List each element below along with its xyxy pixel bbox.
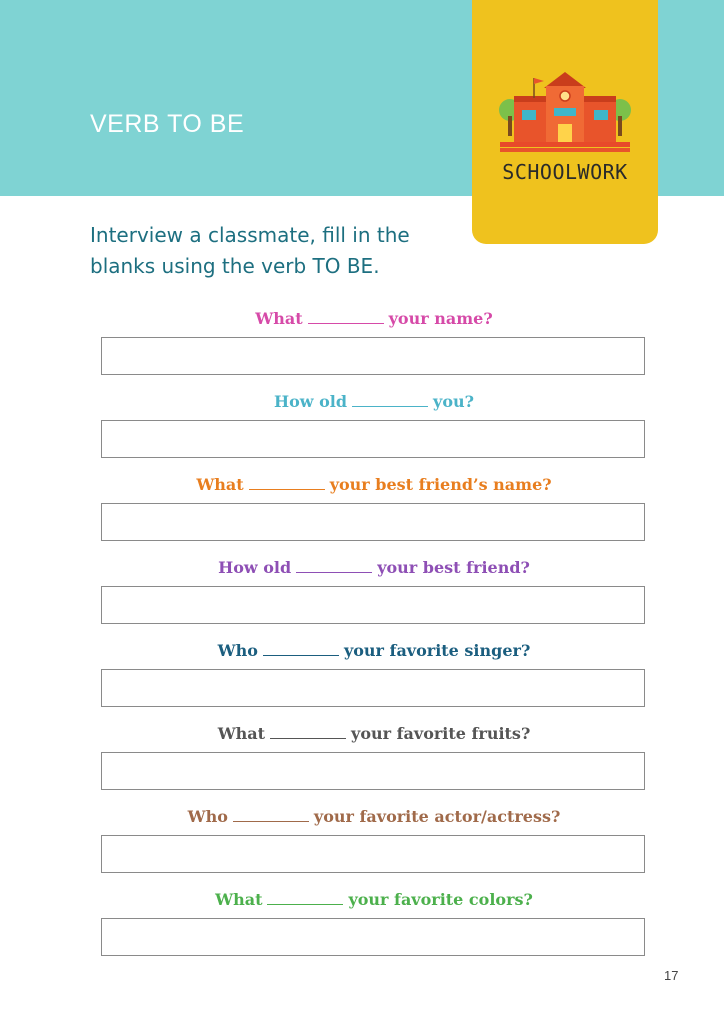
instructions-line-1: Interview a classmate, fill in the <box>90 223 410 247</box>
fill-blank-line <box>249 475 325 490</box>
question-text <box>101 556 647 580</box>
fill-blank-line <box>296 558 372 573</box>
question-text-after: you? <box>433 392 475 411</box>
page-title: VERB TO BE <box>90 110 245 138</box>
fill-blank-line <box>267 890 343 905</box>
question-text-before: What <box>215 890 263 909</box>
fill-blank-line <box>263 641 339 656</box>
school-building-icon <box>498 70 632 156</box>
question-item <box>101 307 647 390</box>
answer-box[interactable] <box>101 420 645 458</box>
answer-box[interactable] <box>101 752 645 790</box>
fill-blank-line <box>270 724 346 739</box>
question-list <box>101 307 647 971</box>
page-number: 17 <box>664 968 679 983</box>
question-text-before: Who <box>187 807 228 826</box>
question-text-before: How old <box>273 392 348 411</box>
question-text-after: your name? <box>388 309 493 328</box>
answer-box[interactable] <box>101 503 645 541</box>
question-item <box>101 639 647 722</box>
question-text <box>101 473 647 497</box>
question-text-before: Who <box>217 641 258 660</box>
question-item <box>101 722 647 805</box>
section-tab-label: SCHOOLWORK <box>502 160 628 184</box>
instructions <box>90 220 470 282</box>
answer-box[interactable] <box>101 586 645 624</box>
fill-blank-line <box>233 807 309 822</box>
question-text-after: your best friend’s name? <box>329 475 552 494</box>
section-tab <box>472 0 658 244</box>
question-text-after: your favorite singer? <box>343 641 531 660</box>
question-text-before: What <box>217 724 266 743</box>
question-text <box>101 307 647 331</box>
question-text-after: your favorite actor/actress? <box>313 807 561 826</box>
question-text <box>101 639 647 663</box>
answer-box[interactable] <box>101 918 645 956</box>
answer-box[interactable] <box>101 835 645 873</box>
question-text-before: How old <box>218 558 292 577</box>
question-text <box>101 390 647 414</box>
question-text-before: What <box>255 309 303 328</box>
question-item <box>101 805 647 888</box>
answer-box[interactable] <box>101 337 645 375</box>
answer-box[interactable] <box>101 669 645 707</box>
question-text-before: What <box>196 475 244 494</box>
question-text <box>101 722 647 746</box>
question-text-after: your best friend? <box>377 558 530 577</box>
question-item <box>101 473 647 556</box>
question-text <box>101 888 647 912</box>
fill-blank-line <box>308 309 384 324</box>
fill-blank-line <box>352 392 428 407</box>
question-text <box>101 805 647 829</box>
question-text-after: your favorite colors? <box>348 890 533 909</box>
question-text-after: your favorite fruits? <box>351 724 531 743</box>
question-item <box>101 556 647 639</box>
question-item <box>101 888 647 971</box>
question-item <box>101 390 647 473</box>
instructions-line-2: blanks using the verb TO BE. <box>90 254 380 278</box>
